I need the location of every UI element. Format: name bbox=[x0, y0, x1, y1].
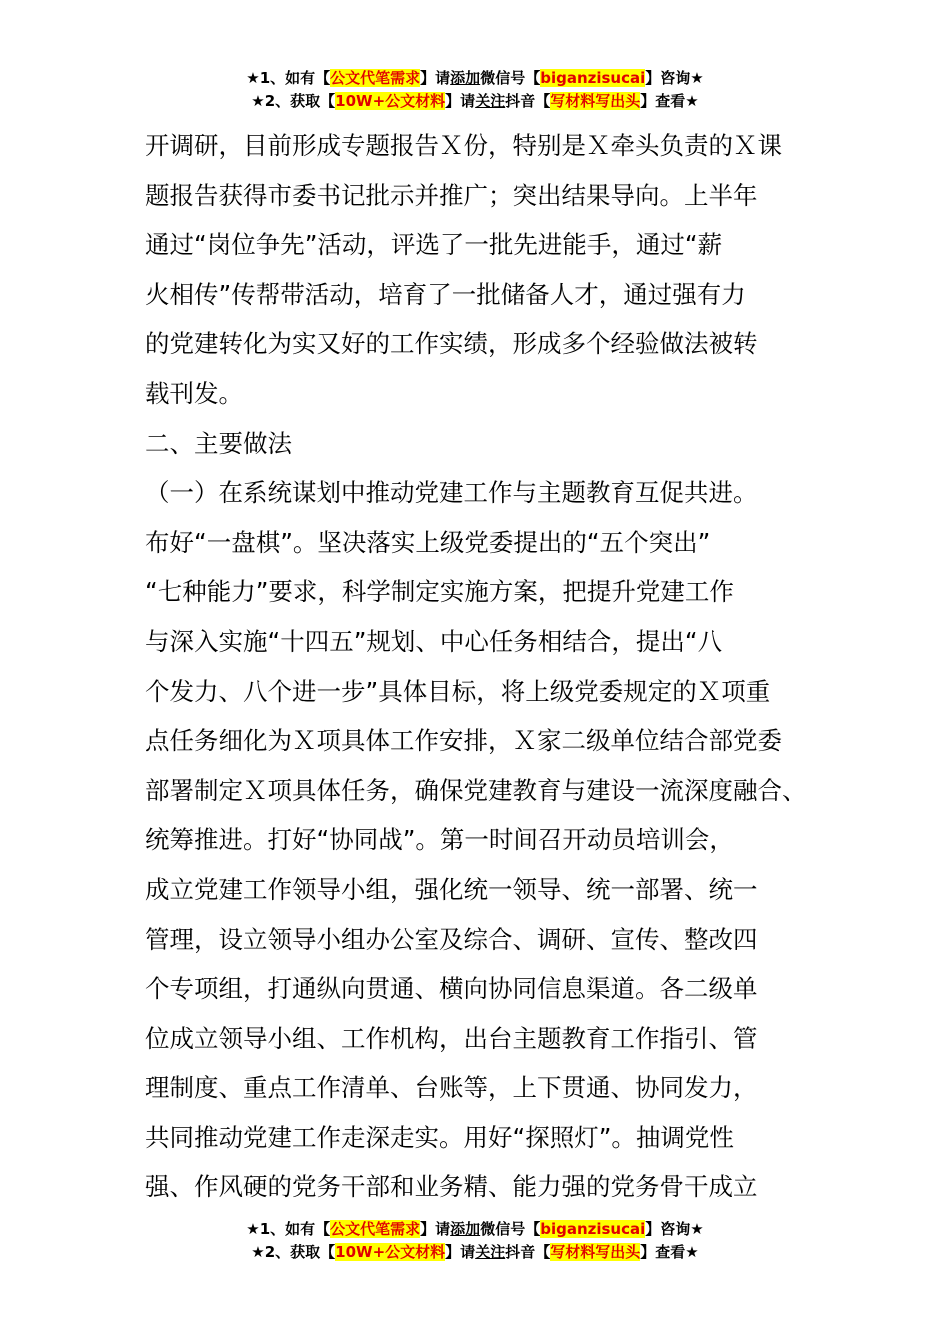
text-line: 统筹推进。打好“协同战”。第一时间召开动员培训会， bbox=[145, 825, 734, 855]
highlight-text: 10W+公文材料 bbox=[335, 1243, 446, 1261]
text-line: 个专项组，打通纵向贯通、横向协同信息渠道。各二级单 bbox=[145, 974, 758, 1004]
text-line: 成立党建工作领导小组，强化统一领导、统一部署、统一 bbox=[145, 874, 758, 904]
star-icon: ★ bbox=[690, 1220, 704, 1238]
underlined-text: 关注 bbox=[475, 1243, 506, 1261]
highlight-text: 公文代笔需求 bbox=[330, 69, 421, 87]
douyin-account: 写材料写出头 bbox=[550, 92, 641, 110]
subsection-heading: （一）在系统谋划中推动党建工作与主题教育互促共进。 bbox=[145, 478, 758, 508]
footer-banner bbox=[0, 1218, 950, 1264]
text-line: 点任务细化为Ｘ项具体工作安排，Ｘ家二级单位结合部党委 bbox=[145, 726, 782, 756]
text-line: 的党建转化为实又好的工作实绩，形成多个经验做法被转 bbox=[145, 329, 758, 359]
wechat-id: biganzisucai bbox=[540, 1220, 646, 1238]
highlight-text: 10W+公文材料 bbox=[335, 92, 446, 110]
star-icon: ★ bbox=[246, 1220, 260, 1238]
text-line: 位成立领导小组、工作机构，出台主题教育工作指引、管 bbox=[145, 1023, 758, 1053]
text-line: 理制度、重点工作清单、台账等，上下贯通、协同发力， bbox=[145, 1073, 758, 1103]
text-line: 强、作风硬的党务干部和业务精、能力强的党务骨干成立 bbox=[145, 1172, 758, 1202]
star-icon: ★ bbox=[685, 92, 699, 110]
text-line: 部署制定Ｘ项具体任务，确保党建教育与建设一流深度融合、 bbox=[145, 775, 807, 805]
underlined-text: 关注 bbox=[475, 92, 506, 110]
text-line: 开调研，目前形成专题报告Ｘ份，特别是Ｘ牵头负责的Ｘ课 bbox=[145, 131, 782, 160]
douyin-account: 写材料写出头 bbox=[550, 1243, 641, 1261]
star-icon: ★ bbox=[251, 1243, 265, 1261]
text-line: 管理，设立领导小组办公室及综合、调研、宣传、整改四 bbox=[145, 924, 758, 954]
star-icon: ★ bbox=[251, 92, 265, 110]
text-line: 个发力、八个进一步”具体目标，将上级党委规定的Ｘ项重 bbox=[145, 676, 771, 706]
banner-line-1: ★1、如有【公文代笔需求】请添加微信号【biganzisucai】咨询★ bbox=[246, 1220, 704, 1238]
banner-line-2: ★2、获取【10W+公文材料】请关注抖音【写材料写出头】查看★ bbox=[251, 92, 699, 110]
header-banner bbox=[0, 67, 950, 113]
star-icon: ★ bbox=[690, 69, 704, 87]
underlined-text: 添加 bbox=[450, 1220, 481, 1238]
star-icon: ★ bbox=[685, 1243, 699, 1261]
text-line: 与深入实施“十四五”规划、中心任务相结合，提出“八 bbox=[145, 626, 723, 656]
banner-line-2: ★2、获取【10W+公文材料】请关注抖音【写材料写出头】查看★ bbox=[251, 1243, 699, 1261]
wechat-id: biganzisucai bbox=[540, 69, 646, 87]
star-icon: ★ bbox=[246, 69, 260, 87]
text-line: 载刊发。 bbox=[145, 378, 243, 408]
underlined-text: 添加 bbox=[450, 69, 481, 87]
text-line: 共同推动党建工作走深走实。用好“探照灯”。抽调党性 bbox=[145, 1122, 734, 1152]
text-line: 火相传”传帮带活动，培育了一批储备人才，通过强有力 bbox=[145, 279, 746, 309]
document-body bbox=[145, 121, 825, 1212]
text-line: 题报告获得市委书记批示并推广；突出结果导向。上半年 bbox=[145, 180, 758, 210]
text-line: 通过“岗位争先”活动，评选了一批先进能手，通过“薪 bbox=[145, 230, 723, 260]
highlight-text: 公文代笔需求 bbox=[330, 1220, 421, 1238]
text-line: “七种能力”要求，科学制定实施方案，把提升党建工作 bbox=[145, 577, 734, 607]
text-line: 布好“一盘棋”。坚决落实上级党委提出的“五个突出” bbox=[145, 527, 711, 557]
banner-line-1: ★1、如有【公文代笔需求】请添加微信号【biganzisucai】咨询★ bbox=[246, 69, 704, 87]
section-heading: 二、主要做法 bbox=[145, 428, 292, 458]
